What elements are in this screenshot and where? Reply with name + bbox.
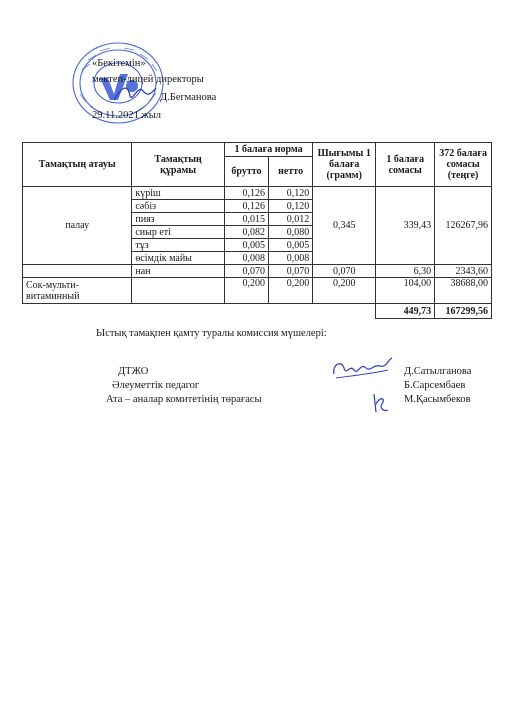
netto-cell: 0,080 [269,226,313,239]
total-sum-cell: 2343,60 [435,265,492,278]
member-name: Д.Сатылганова [404,366,472,377]
total-sum-cell: 38688,00 [435,278,492,304]
brutto-cell: 0,082 [224,226,268,239]
menu-cost-table [22,142,492,319]
total-per-child-cell: 449,73 [376,304,435,319]
netto-cell: 0,120 [269,200,313,213]
table-row [23,265,492,278]
yield-cell: 0,345 [313,187,376,265]
header-composition: Тамақтың құрамы [132,143,225,187]
totals-row [23,304,492,319]
dish-cell: Сок-мульти-витаминный [23,278,132,304]
per-child-sum-cell: 6,30 [376,265,435,278]
brutto-cell: 0,200 [224,278,268,304]
header-total-sum: 372 балаға сомасы (теңге) [435,143,492,187]
per-child-sum-cell: 104,00 [376,278,435,304]
brutto-cell: 0,008 [224,252,268,265]
brutto-cell: 0,005 [224,239,268,252]
ingredient-cell [132,278,225,304]
netto-cell: 0,008 [269,252,313,265]
member-role: ДТЖО [118,366,149,377]
table-row [23,278,492,304]
member-role: Әлеуметтік педагог [112,380,200,391]
ingredient-cell: өсімдік майы [132,252,225,265]
member-role: Ата – аналар комитетінің төрағасы [106,394,262,405]
netto-cell: 0,070 [269,265,313,278]
member-signature [370,390,392,416]
yield-cell: 0,200 [313,278,376,304]
dish-cell: палау [23,187,132,265]
grand-total-cell: 167299,56 [435,304,492,319]
commission-heading: Ыстық тамақпен қамту туралы комиссия мүшелері: [96,328,327,339]
approval-title: «Бекітемін» [92,58,146,69]
netto-cell: 0,012 [269,213,313,226]
per-child-sum-cell: 339,43 [376,187,435,265]
brutto-cell: 0,126 [224,200,268,213]
ingredient-cell: сиыр еті [132,226,225,239]
approval-director-name: Д.Бегманова [160,92,217,103]
total-sum-cell: 126267,96 [435,187,492,265]
member-signature [330,356,394,382]
ingredient-cell: тұз [132,239,225,252]
yield-cell: 0,070 [313,265,376,278]
netto-cell: 0,120 [269,187,313,200]
header-brutto: брутто [224,157,268,187]
netto-cell: 0,200 [269,278,313,304]
ingredient-cell: күріш [132,187,225,200]
header-per-child-sum: 1 балаға сомасы [376,143,435,187]
member-name: М.Қасымбеков [404,394,471,405]
netto-cell: 0,005 [269,239,313,252]
director-signature [112,82,162,104]
dish-cell [23,265,132,278]
brutto-cell: 0,126 [224,187,268,200]
header-yield: Шығымы 1 балаға (грамм) [313,143,376,187]
approval-position: мектеп-лицей директоры [92,74,204,85]
header-netto: нетто [269,157,313,187]
brutto-cell: 0,070 [224,265,268,278]
member-name: Б.Сарсембаев [404,380,466,391]
approval-date: 29.11.2021 жыл [92,110,162,121]
table-row [23,187,492,200]
header-dish-name: Тамақтың атауы [23,143,132,187]
ingredient-cell: нан [132,265,225,278]
ingredient-cell: пияз [132,213,225,226]
ingredient-cell: сәбіз [132,200,225,213]
brutto-cell: 0,015 [224,213,268,226]
header-norm: 1 балаға норма [224,143,312,157]
